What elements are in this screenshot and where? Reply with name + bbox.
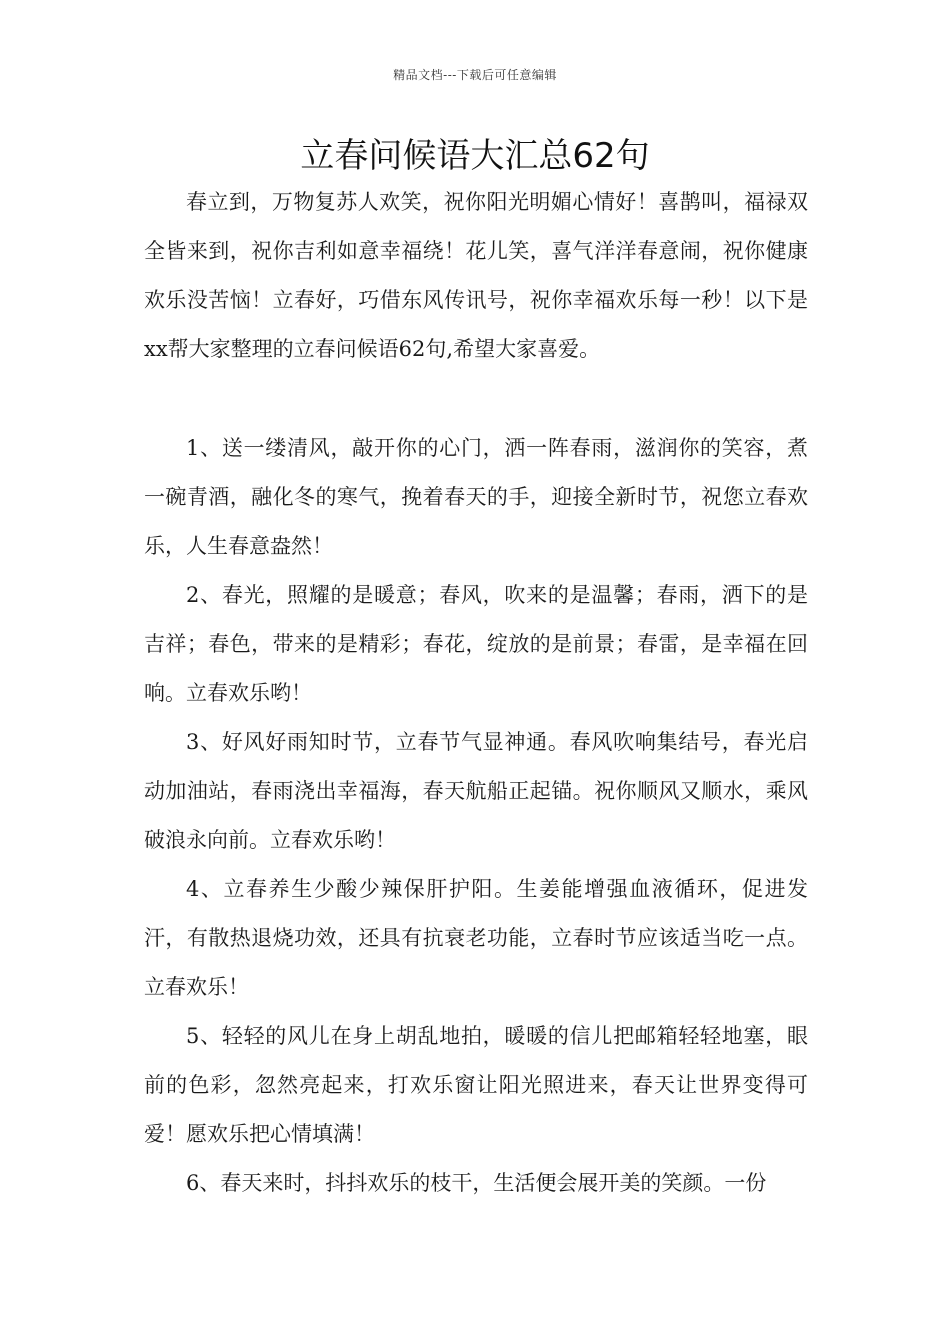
greeting-item: 5、轻轻的风儿在身上胡乱地拍，暖暖的信儿把邮箱轻轻地塞，眼前的色彩，忽然亮起来，打欢乐窗让阳光照进来，春天让世界变得可爱！愿欢乐把心情填满！ [144,1024,808,1146]
greeting-item: 2、春光，照耀的是暖意；春风，吹来的是温馨；春雨，洒下的是吉祥；春色，带来的是精彩；春花，绽放的是前景；春雷，是幸福在回响。立春欢乐哟！ [144,583,808,705]
greeting-item: 3、好风好雨知时节，立春节气显神通。春风吹响集结号，春光启动加油站，春雨浇出幸福海，春天航船正起锚。祝你顺风又顺水，乘风破浪永向前。立春欢乐哟！ [144,730,808,852]
intro-paragraph: 春立到，万物复苏人欢笑，祝你阳光明媚心情好！喜鹊叫，福禄双全皆来到，祝你吉利如意幸福绕！花儿笑，喜气洋洋春意闹，祝你健康欢乐没苦恼！立春好，巧借东风传讯号，祝你幸福欢乐每一秒！以下是xx帮大家整理的立春问候语62句,希望大家喜爱。 [144,190,808,361]
document-body [144,178,808,1208]
paragraph-spacer [144,374,808,424]
page-title: 立春问候语大汇总62句 [300,136,650,176]
greeting-item: 1、送一缕清风，敲开你的心门，洒一阵春雨，滋润你的笑容，煮一碗青酒，融化冬的寒气，挽着春天的手，迎接全新时节，祝您立春欢乐，人生春意盎然！ [144,436,808,558]
greeting-item: 4、立春养生少酸少辣保肝护阳。生姜能增强血液循环，促进发汗，有散热退烧功效，还具有抗衰老功能，立春时节应该适当吃一点。立春欢乐！ [144,877,808,999]
greeting-item: 6、春天来时，抖抖欢乐的枝干，生活便会展开美的笑颜。一份 [186,1171,767,1195]
header-note: 精品文档---下载后可任意编辑 [393,68,557,82]
